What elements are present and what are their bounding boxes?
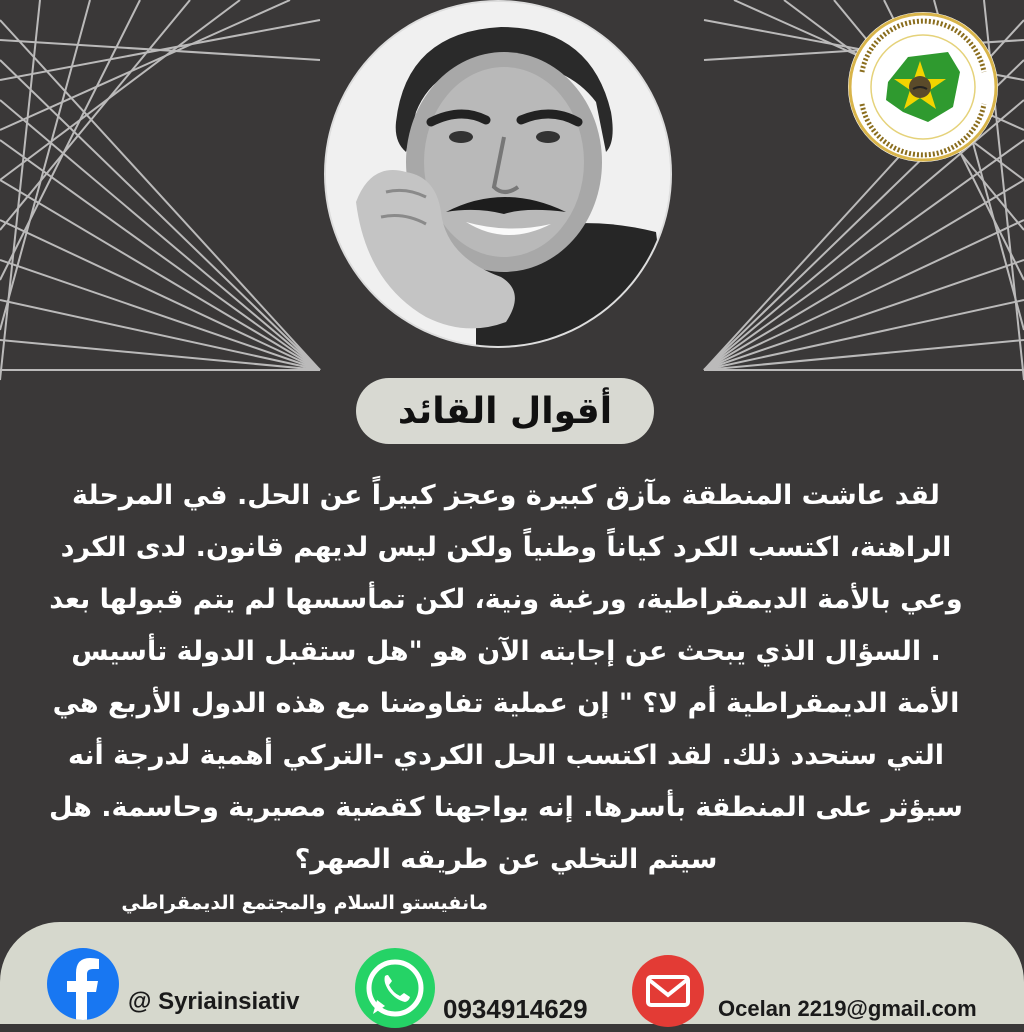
quote-line: الراهنة، اكتسب الكرد كياناً وطنياً ولكن ليس لديهم قانون. لدى الكرد [60,532,952,563]
phone-number[interactable]: 0934914629 [443,994,588,1024]
title-banner [356,378,654,444]
quote-line: سيؤثر على المنطقة بأسرها. إنه يواجهنا كقضية مصيرية وحاسمة. هل [49,792,963,823]
email-address[interactable]: Ocelan 2219@gmail.com [718,996,977,1021]
whatsapp-icon[interactable] [355,948,435,1028]
facebook-icon[interactable] [47,948,119,1020]
quote-line: . السؤال الذي يبحث عن إجابته الآن هو "هل ستقبل الدولة تأسيس [71,636,941,667]
quote-line: التي ستحدد ذلك. لقد اكتسب الحل الكردي -التركي أهمية لدرجة أنه [67,740,945,771]
facebook-handle[interactable]: @ Syriainsiativ [128,988,300,1015]
quote-source: مانفيستو السلام والمجتمع الديمقراطي [121,892,488,914]
quote-line: لقد عاشت المنطقة مآزق كبيرة وعجز كبيراً عن الحل. في المرحلة [72,480,940,511]
quote-line: سيتم التخلي عن طريقه الصهر؟ [294,844,718,875]
quote-line: وعي بالأمة الديمقراطية، ورغبة ونية، لكن تمأسسها لم يتم قبولها بعد [49,584,963,615]
quote-text [20,470,992,886]
portrait-photo [326,2,670,346]
quote-line: الأمة الديمقراطية أم لا؟ " إن عملية تفاوضنا مع هذه الدول الأربع هي [52,688,960,719]
organization-logo [848,12,998,162]
page-title: أقوال القائد [397,390,613,432]
mail-icon[interactable] [632,955,704,1027]
